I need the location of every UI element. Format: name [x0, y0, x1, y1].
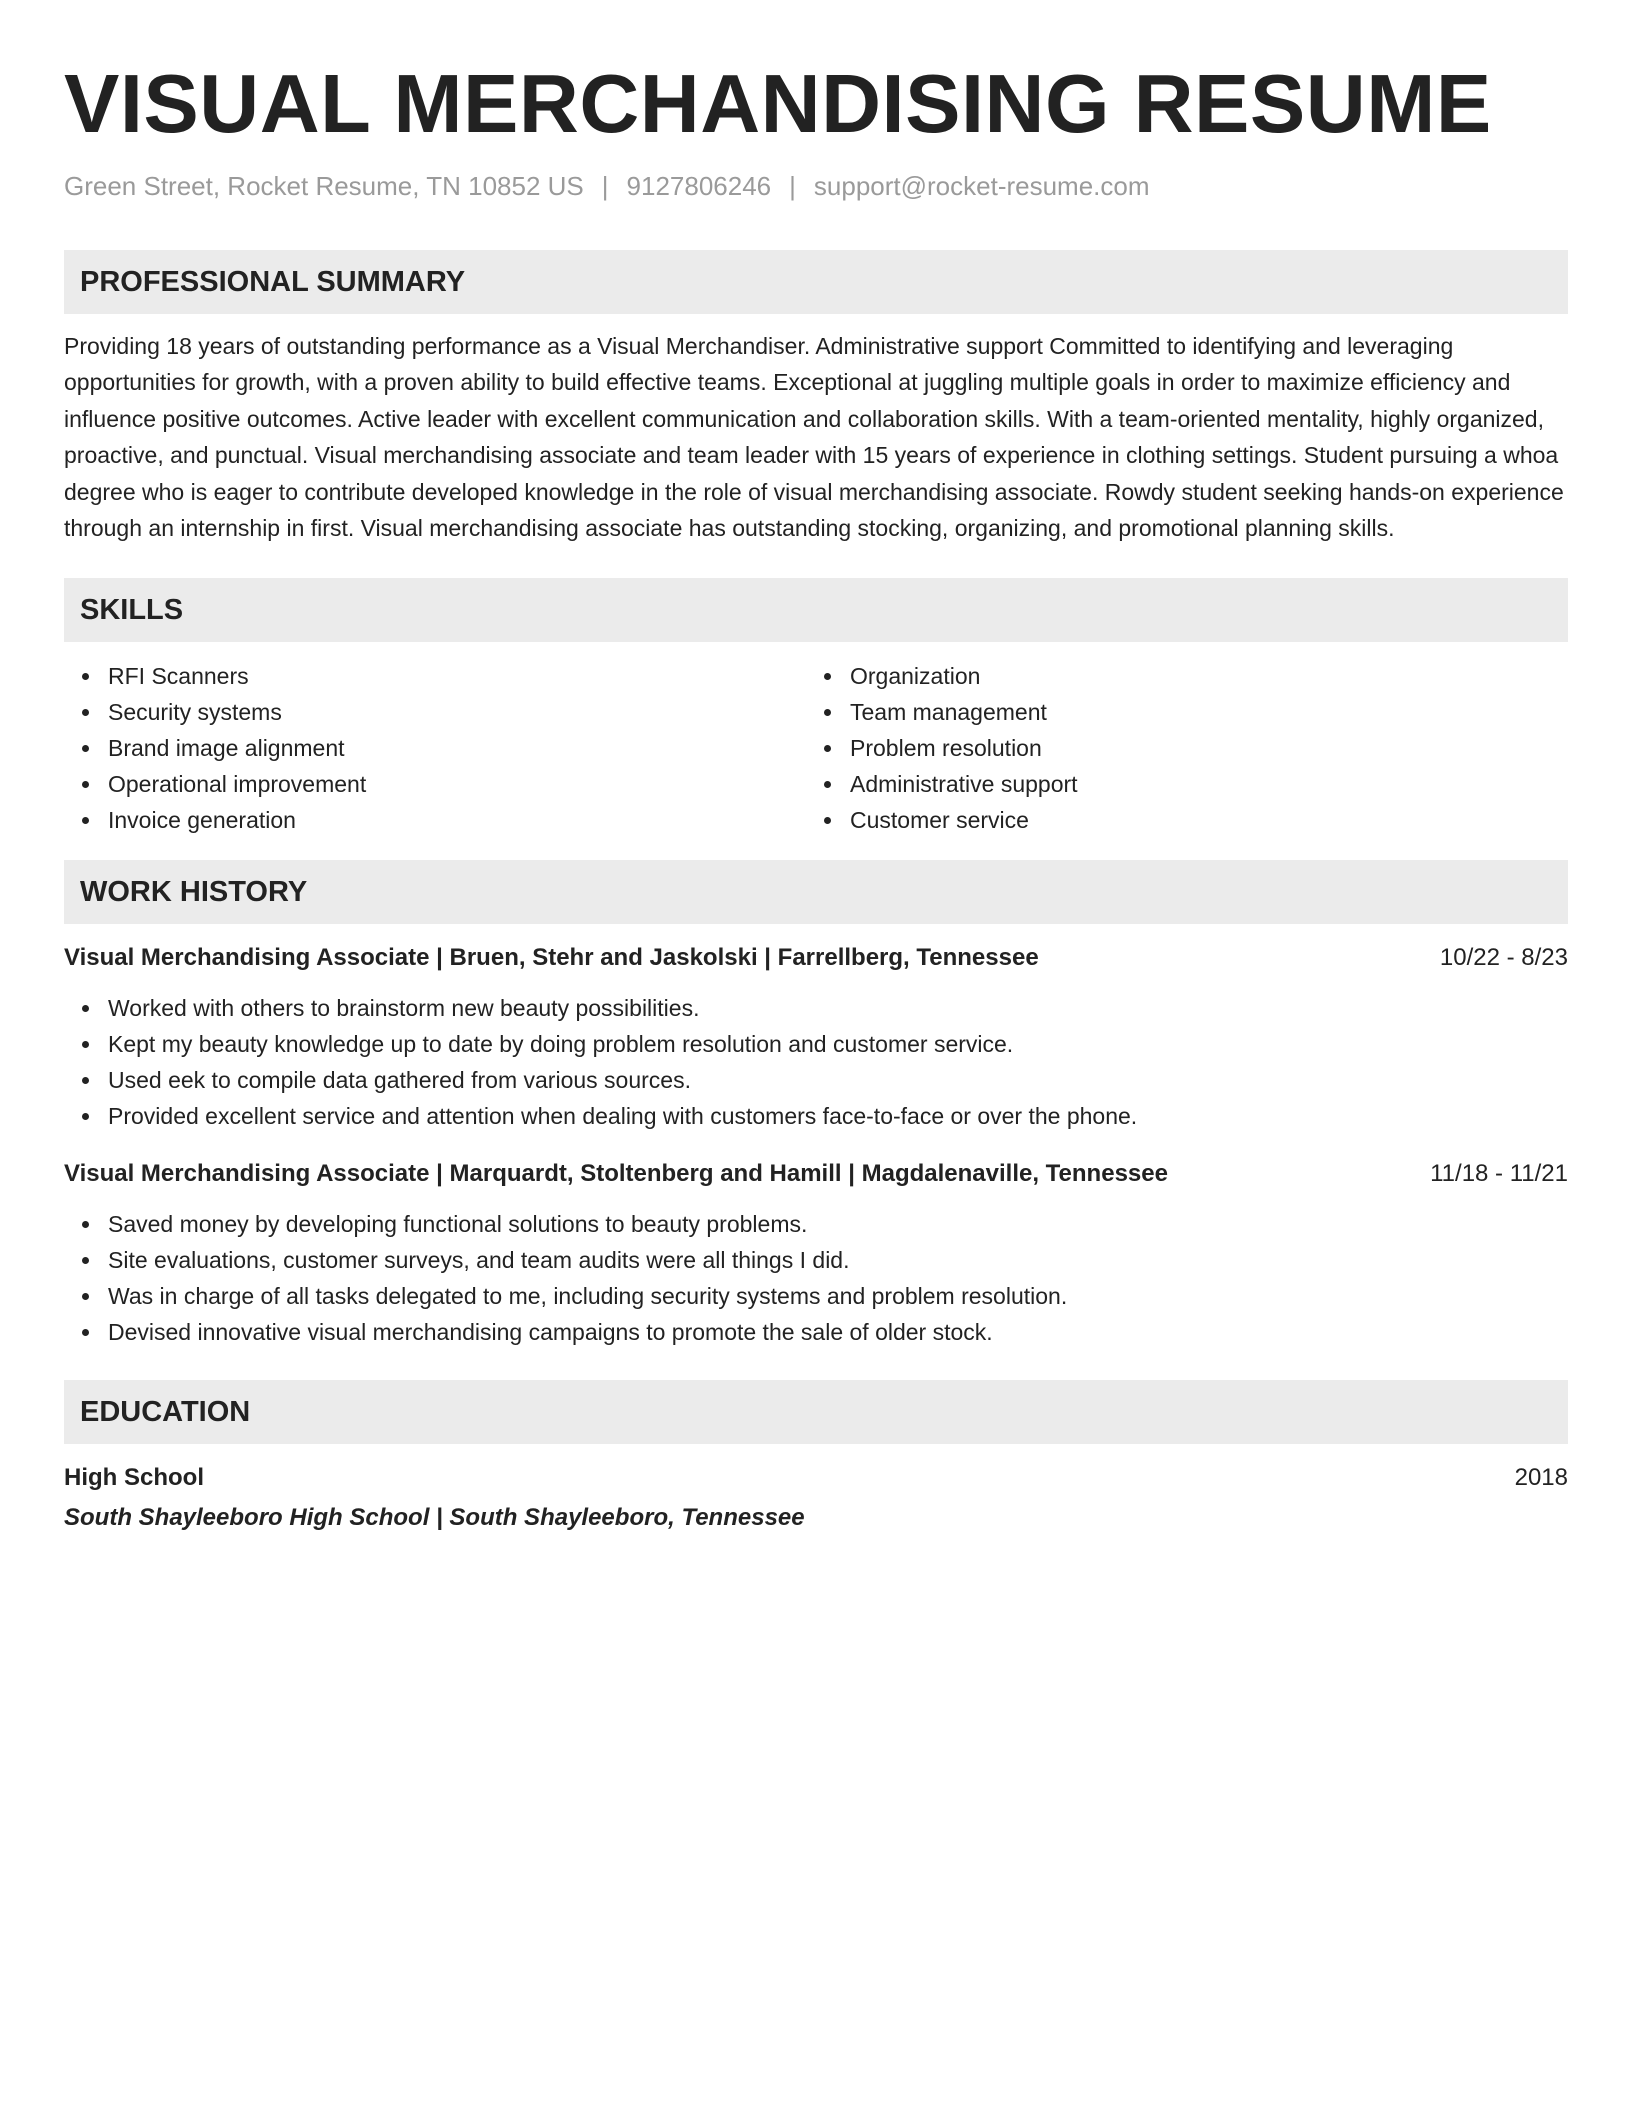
contact-address: Green Street, Rocket Resume, TN 10852 US	[64, 171, 584, 201]
skill-item: Operational improvement	[108, 766, 806, 802]
skills-column-left	[64, 658, 806, 838]
education-header	[64, 1462, 1568, 1494]
contact-separator: |	[789, 171, 796, 201]
education-school: South Shayleeboro High School | South Shayleeboro, Tennessee	[64, 1504, 805, 1532]
summary-text: Providing 18 years of outstanding performance as a Visual Merchandiser. Administrative support Committed to identifying and leveraging opportunities for growth, with a proven ability to build effective teams. Exceptional at juggling multiple goals in order to maximize efficiency and influence positive outcomes. Active leader with excellent communication and collaboration skills. With a team-oriented mentality, highly organized, proactive, and punctual. Visual merchandising associate and team leader with 15 years of experience in clothing settings. Student pursuing a whoa degree who is eager to contribute developed knowledge in the role of visual merchandising associate. Rowdy student seeking hands-on experience through an internship in first. Visual merchandising associate has outstanding stocking, organizing, and promotional planning skills.	[64, 333, 1564, 542]
contact-separator: |	[601, 171, 609, 201]
skills-heading: SKILLS	[64, 578, 1568, 642]
job-entry	[64, 1158, 1568, 1350]
job-dates: 11/18 - 11/21	[1430, 1160, 1568, 1188]
skill-item: Invoice generation	[108, 802, 806, 838]
skill-item: RFI Scanners	[108, 658, 806, 694]
job-entry	[64, 942, 1568, 1134]
skill-item: Security systems	[108, 694, 806, 730]
education-degree: High School	[64, 1464, 204, 1492]
job-header	[64, 942, 1568, 974]
job-bullet: Used eek to compile data gathered from various sources.	[108, 1062, 1568, 1098]
job-bullet: Site evaluations, customer surveys, and team audits were all things I did.	[108, 1242, 1568, 1278]
skills-list	[64, 658, 1568, 838]
work-history-heading: WORK HISTORY	[64, 860, 1568, 924]
skill-item: Problem resolution	[850, 730, 1548, 766]
job-title: Visual Merchandising Associate | Marquardt, Stoltenberg and Hamill | Magdalenaville, Tennessee	[64, 1160, 1168, 1188]
contact-email: support@rocket-resume.com	[813, 171, 1150, 201]
job-bullet: Kept my beauty knowledge up to date by doing problem resolution and customer service.	[108, 1026, 1568, 1062]
skill-item: Team management	[850, 694, 1548, 730]
job-bullet: Provided excellent service and attention when dealing with customers face-to-face or over the phone.	[108, 1098, 1568, 1134]
contact-phone: 9127806246	[626, 171, 772, 201]
job-bullet: Saved money by developing functional solutions to beauty problems.	[108, 1206, 1568, 1242]
resume-title: VISUAL MERCHANDISING RESUME	[64, 57, 1492, 150]
contact-line	[64, 170, 1568, 202]
education-heading: EDUCATION	[64, 1380, 1568, 1444]
job-bullets	[64, 1206, 1568, 1350]
education-entry	[64, 1462, 1568, 1534]
skills-column-right	[806, 658, 1548, 838]
job-bullet: Worked with others to brainstorm new beauty possibilities.	[108, 990, 1568, 1026]
job-header	[64, 1158, 1568, 1190]
job-dates: 10/22 - 8/23	[1439, 944, 1568, 972]
job-bullets	[64, 990, 1568, 1134]
job-title: Visual Merchandising Associate | Bruen, Stehr and Jaskolski | Farrellberg, Tennessee	[64, 944, 1039, 972]
job-bullet: Devised innovative visual merchandising campaigns to promote the sale of older stock.	[108, 1314, 1568, 1350]
job-bullet: Was in charge of all tasks delegated to me, including security systems and problem resolution.	[108, 1278, 1568, 1314]
skill-item: Brand image alignment	[108, 730, 806, 766]
summary-heading: PROFESSIONAL SUMMARY	[64, 250, 1568, 314]
resume-page	[64, 0, 1568, 1534]
skill-item: Administrative support	[850, 766, 1548, 802]
education-year: 2018	[1514, 1464, 1568, 1492]
skill-item: Organization	[850, 658, 1548, 694]
skill-item: Customer service	[850, 802, 1548, 838]
